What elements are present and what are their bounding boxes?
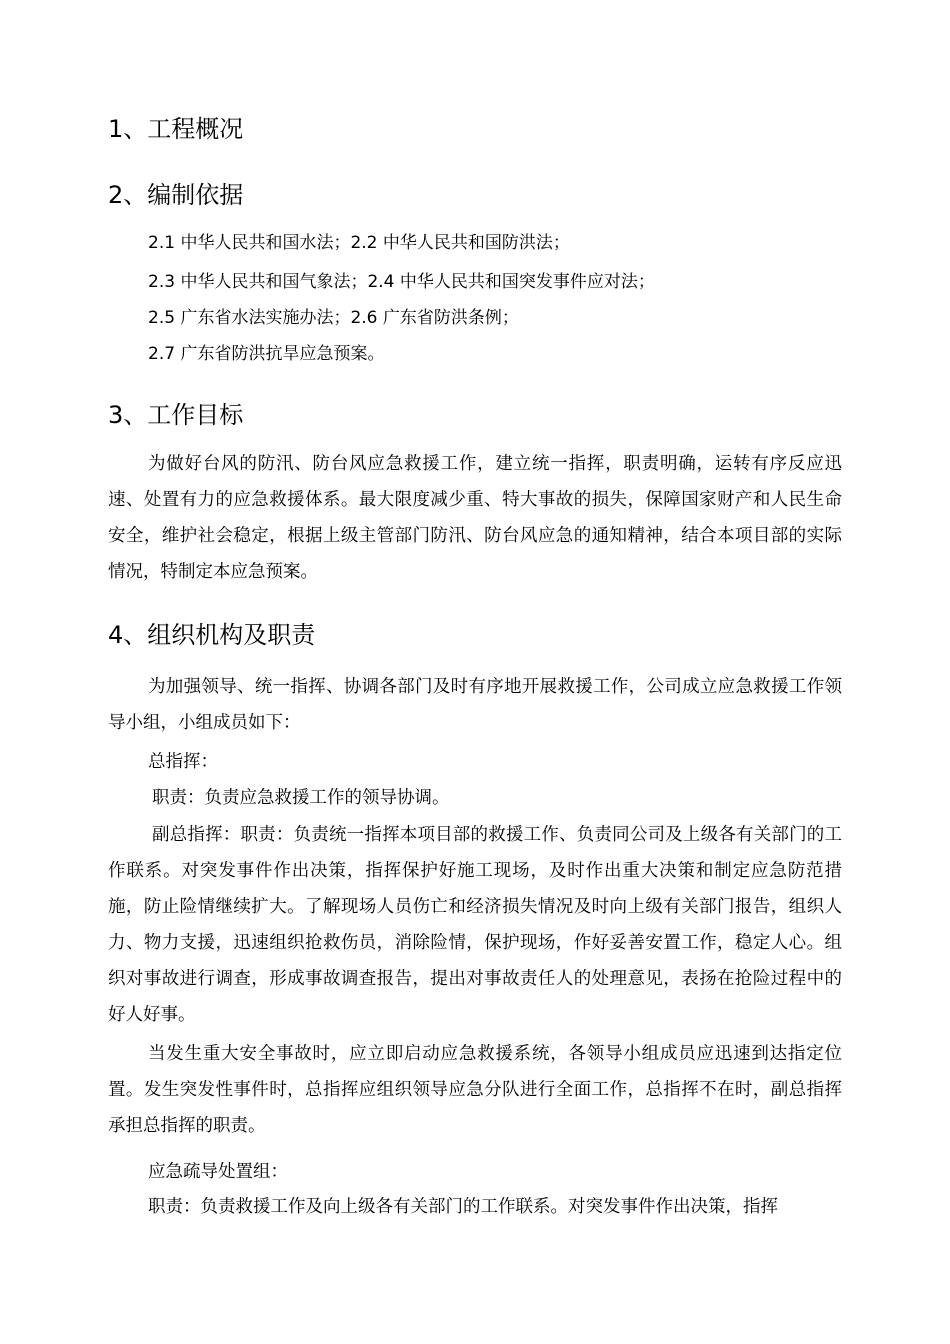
emergency-group-label: 应急疏导处置组： <box>148 1162 288 1182</box>
section-heading-1: 1、工程概况 <box>108 115 244 143</box>
commander-label: 总指挥： <box>148 752 218 772</box>
section-heading-4: 4、组织机构及职责 <box>108 621 316 649</box>
section-heading-3: 3、工作目标 <box>108 401 244 429</box>
deputy-commander-paragraph: 副总指挥：职责：负责统一指挥本项目部的救援工作、负责同公司及上级各有关部门的工作联系。对突发事件作出决策，指挥保护好施工现场，及时作出重大决策和制定应急防范措施，防止险情继续扩大。了解现场人员伤亡和经济损失情况及时向上级有关部门报告，组织人力、物力支援，迅速组织抢救伤员，消除险情，保护现场，作好妥善安置工作，稳定人心。组织对事故进行调查，形成事故调查报告，提出对事故责任人的处理意见，表扬在抢险过程中的好人好事。 <box>108 825 842 1025</box>
organization-intro-paragraph: 为加强领导、统一指挥、协调各部门及时有序地开展救援工作，公司成立应急救援工作领导小组，小组成员如下： <box>108 677 842 733</box>
basis-item-4: 2.7 广东省防洪抗旱应急预案。 <box>148 344 385 364</box>
section-heading-2: 2、编制依据 <box>108 181 244 209</box>
basis-item-2: 2.3 中华人民共和国气象法；2.4 中华人民共和国突发事件应对法； <box>148 272 655 292</box>
basis-item-3: 2.5 广东省水法实施办法；2.6 广东省防洪条例； <box>148 308 519 328</box>
work-goal-paragraph: 为做好台风的防汛、防台风应急救援工作，建立统一指挥，职责明确，运转有序反应迅速、处置有力的应急救援体系。最大限度减少重、特大事故的损失，保障国家财产和人民生命安全，维护社会稳定，根据上级主管部门防汛、防台风应急的通知精神，结合本项目部的实际情况，特制定本应急预案。 <box>108 454 842 582</box>
commander-duty: 职责：负责应急救援工作的领导协调。 <box>152 788 450 808</box>
emergency-group-duty: 职责：负责救援工作及向上级各有关部门的工作联系。对突发事件作出决策，指挥 <box>148 1197 778 1217</box>
emergency-response-paragraph: 当发生重大安全事故时，应立即启动应急救援系统，各领导小组成员应迅速到达指定位置。发生突发性事件时，总指挥应组织领导应急分队进行全面工作，总指挥不在时，副总指挥承担总指挥的职责。 <box>108 1044 842 1136</box>
basis-item-1: 2.1 中华人民共和国水法；2.2 中华人民共和国防洪法； <box>148 233 570 253</box>
